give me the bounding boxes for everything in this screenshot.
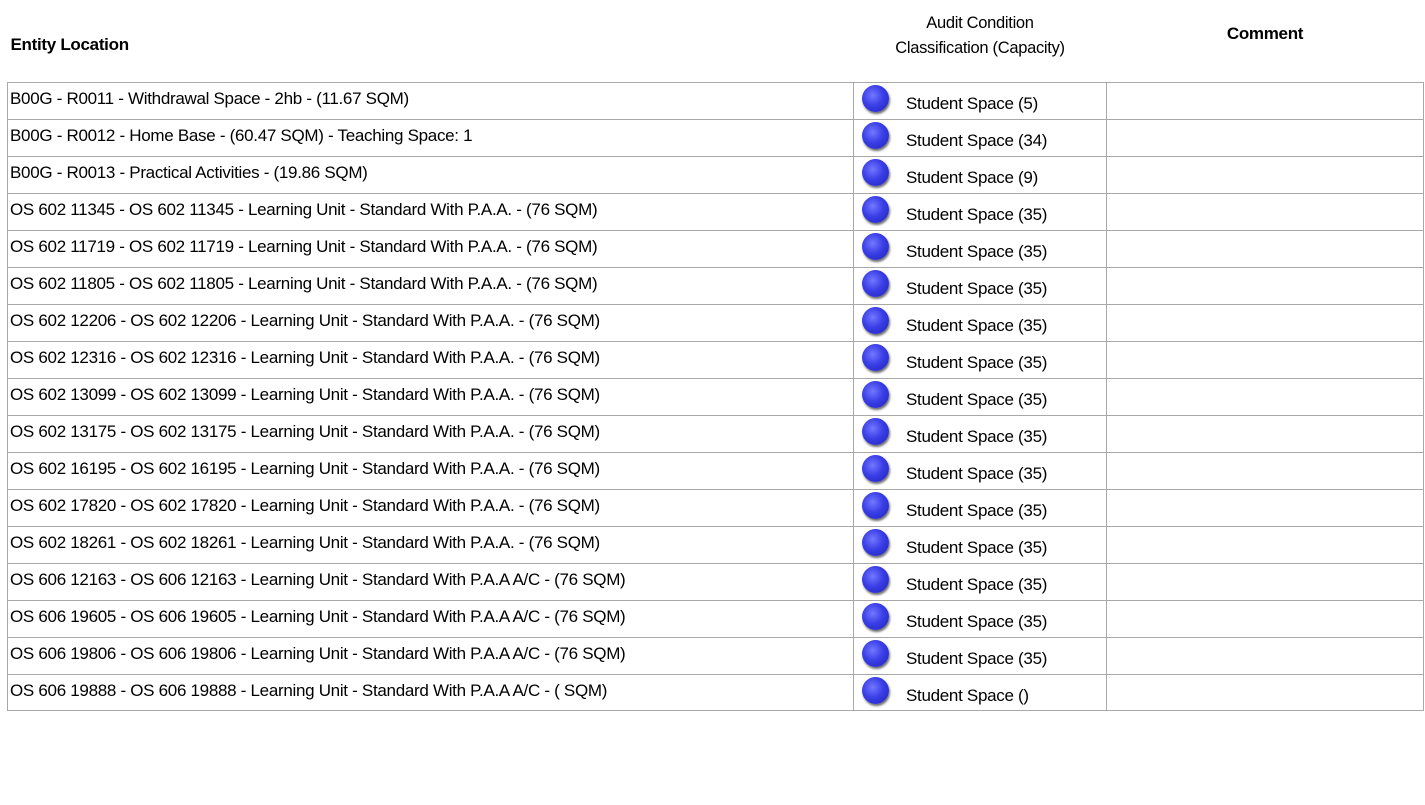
comment-cell[interactable]	[1107, 601, 1424, 638]
blue-circle-icon	[862, 307, 889, 334]
table-row	[8, 601, 1424, 638]
entity-location-cell: OS 602 11345 - OS 602 11345 - Learning Unit - Standard With P.A.A. - (76 SQM)	[8, 194, 854, 231]
classification-cell	[854, 638, 1107, 675]
classification-label: Student Space (35)	[906, 649, 1048, 668]
blue-circle-icon	[862, 122, 889, 149]
classification-header	[854, 7, 1107, 83]
classification-label: Student Space (35)	[906, 390, 1048, 409]
entity-location-cell: OS 602 12206 - OS 602 12206 - Learning Unit - Standard With P.A.A. - (76 SQM)	[8, 305, 854, 342]
entity-location-cell: OS 606 19888 - OS 606 19888 - Learning Unit - Standard With P.A.A A/C - ( SQM)	[8, 675, 854, 711]
classification-label: Student Space (35)	[906, 612, 1048, 631]
table-header	[8, 7, 1424, 83]
blue-circle-icon	[862, 455, 889, 482]
entity-location-cell: OS 602 12316 - OS 602 12316 - Learning Unit - Standard With P.A.A. - (76 SQM)	[8, 342, 854, 379]
classification-cell	[854, 83, 1107, 120]
classification-cell	[854, 305, 1107, 342]
comment-cell[interactable]	[1107, 675, 1424, 711]
table-body	[8, 83, 1424, 711]
entity-location-cell: B00G - R0013 - Practical Activities - (19.86 SQM)	[8, 157, 854, 194]
classification-label: Student Space (34)	[906, 131, 1048, 150]
table-row	[8, 194, 1424, 231]
entity-location-cell: B00G - R0011 - Withdrawal Space - 2hb - (11.67 SQM)	[8, 83, 854, 120]
classification-label: Student Space (5)	[906, 94, 1038, 113]
blue-circle-icon	[862, 196, 889, 223]
entity-location-cell: OS 602 11719 - OS 602 11719 - Learning Unit - Standard With P.A.A. - (76 SQM)	[8, 231, 854, 268]
comment-cell[interactable]	[1107, 527, 1424, 564]
entity-location-cell: OS 606 19605 - OS 606 19605 - Learning Unit - Standard With P.A.A A/C - (76 SQM)	[8, 601, 854, 638]
table-row	[8, 564, 1424, 601]
entity-location-cell: OS 602 11805 - OS 602 11805 - Learning Unit - Standard With P.A.A. - (76 SQM)	[8, 268, 854, 305]
header-row	[8, 7, 1424, 83]
classification-cell	[854, 453, 1107, 490]
blue-circle-icon	[862, 159, 889, 186]
table-row	[8, 416, 1424, 453]
blue-circle-icon	[862, 381, 889, 408]
entity-location-cell: B00G - R0012 - Home Base - (60.47 SQM) - Teaching Space: 1	[8, 120, 854, 157]
comment-cell[interactable]	[1107, 490, 1424, 527]
table-row	[8, 490, 1424, 527]
comment-cell[interactable]	[1107, 305, 1424, 342]
classification-cell	[854, 416, 1107, 453]
comment-cell[interactable]	[1107, 379, 1424, 416]
entity-location-cell: OS 602 16195 - OS 602 16195 - Learning Unit - Standard With P.A.A. - (76 SQM)	[8, 453, 854, 490]
classification-label: Student Space ()	[906, 686, 1029, 705]
classification-label: Student Space (35)	[906, 316, 1048, 335]
table-row	[8, 527, 1424, 564]
blue-circle-icon	[862, 270, 889, 297]
classification-cell	[854, 194, 1107, 231]
blue-circle-icon	[862, 85, 889, 112]
classification-label: Student Space (35)	[906, 353, 1048, 372]
table-row	[8, 342, 1424, 379]
comment-header: Comment	[1226, 24, 1304, 43]
classification-label: Student Space (9)	[906, 168, 1038, 187]
comment-cell[interactable]	[1107, 83, 1424, 120]
classification-cell	[854, 527, 1107, 564]
blue-circle-icon	[862, 418, 889, 445]
comment-cell[interactable]	[1107, 231, 1424, 268]
blue-circle-icon	[862, 603, 889, 630]
blue-circle-icon	[862, 344, 889, 371]
entity-location-cell: OS 606 19806 - OS 606 19806 - Learning Unit - Standard With P.A.A A/C - (76 SQM)	[8, 638, 854, 675]
classification-header-line2: Classification (Capacity)	[895, 39, 1065, 57]
classification-cell	[854, 564, 1107, 601]
entity-location-header: Entity Location	[10, 34, 129, 54]
classification-cell	[854, 342, 1107, 379]
classification-cell	[854, 675, 1107, 711]
comment-cell[interactable]	[1107, 194, 1424, 231]
table-row	[8, 268, 1424, 305]
classification-label: Student Space (35)	[906, 205, 1048, 224]
comment-cell[interactable]	[1107, 157, 1424, 194]
comment-cell[interactable]	[1107, 342, 1424, 379]
blue-circle-icon	[862, 677, 889, 704]
blue-circle-icon	[862, 640, 889, 667]
table-row	[8, 638, 1424, 675]
blue-circle-icon	[862, 492, 889, 519]
classification-label: Student Space (35)	[906, 501, 1048, 520]
table-row	[8, 675, 1424, 711]
comment-cell[interactable]	[1107, 268, 1424, 305]
comment-cell[interactable]	[1107, 453, 1424, 490]
entity-location-cell: OS 602 13175 - OS 602 13175 - Learning Unit - Standard With P.A.A. - (76 SQM)	[8, 416, 854, 453]
classification-label: Student Space (35)	[906, 242, 1048, 261]
entity-location-cell: OS 606 12163 - OS 606 12163 - Learning Unit - Standard With P.A.A A/C - (76 SQM)	[8, 564, 854, 601]
table-row	[8, 83, 1424, 120]
entity-location-cell: OS 602 17820 - OS 602 17820 - Learning Unit - Standard With P.A.A. - (76 SQM)	[8, 490, 854, 527]
table-row	[8, 379, 1424, 416]
table-row	[8, 157, 1424, 194]
classification-label: Student Space (35)	[906, 427, 1048, 446]
table-row	[8, 231, 1424, 268]
comment-cell[interactable]	[1107, 638, 1424, 675]
classification-label: Student Space (35)	[906, 279, 1048, 298]
classification-label: Student Space (35)	[906, 464, 1048, 483]
classification-cell	[854, 157, 1107, 194]
entity-location-cell: OS 602 13099 - OS 602 13099 - Learning Unit - Standard With P.A.A. - (76 SQM)	[8, 379, 854, 416]
classification-cell	[854, 379, 1107, 416]
classification-header-line1: Audit Condition	[926, 14, 1034, 32]
table-row	[8, 453, 1424, 490]
entity-location-cell: OS 602 18261 - OS 602 18261 - Learning Unit - Standard With P.A.A. - (76 SQM)	[8, 527, 854, 564]
classification-cell	[854, 120, 1107, 157]
classification-cell	[854, 268, 1107, 305]
table-row	[8, 305, 1424, 342]
blue-circle-icon	[862, 566, 889, 593]
classification-label: Student Space (35)	[906, 538, 1048, 557]
comment-cell[interactable]	[1107, 120, 1424, 157]
classification-label: Student Space (35)	[906, 575, 1048, 594]
table-row	[8, 120, 1424, 157]
blue-circle-icon	[862, 529, 889, 556]
audit-table	[7, 7, 1424, 711]
blue-circle-icon	[862, 233, 889, 260]
classification-cell	[854, 490, 1107, 527]
comment-cell[interactable]	[1107, 564, 1424, 601]
comment-cell[interactable]	[1107, 416, 1424, 453]
classification-cell	[854, 601, 1107, 638]
classification-cell	[854, 231, 1107, 268]
